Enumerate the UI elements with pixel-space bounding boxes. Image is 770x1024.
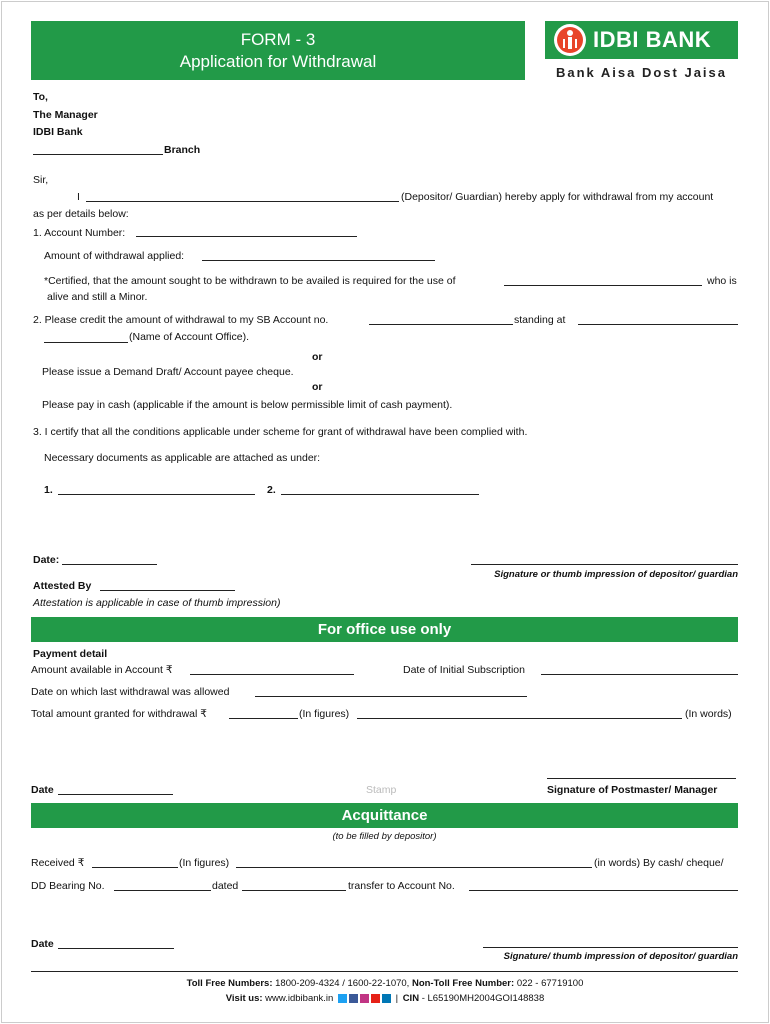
website-link[interactable]: www.idbibank.in <box>265 993 334 1004</box>
form-title-banner <box>31 21 525 80</box>
in-words-label: (In words) <box>685 708 732 720</box>
bank-label: IDBI Bank <box>33 126 83 138</box>
who-is-text: who is <box>707 275 737 287</box>
account-number-field[interactable] <box>136 236 357 237</box>
attested-by-label: Attested By <box>33 580 92 592</box>
amount-applied-field[interactable] <box>202 260 435 261</box>
branch-label: Branch <box>164 144 201 156</box>
cin-label: CIN <box>402 993 420 1004</box>
twitter-icon[interactable] <box>338 994 347 1003</box>
alive-minor-text: alive and still a Minor. <box>47 291 148 303</box>
acquittance-subtitle: (to be filled by depositor) <box>332 831 437 842</box>
depositor-text: (Depositor/ Guardian) hereby apply for withdrawal from my account <box>401 191 714 203</box>
bank-logo <box>545 21 738 59</box>
acquittance-date-field[interactable] <box>58 948 174 949</box>
document-1-field[interactable] <box>58 494 255 495</box>
received-words-field[interactable] <box>236 867 592 868</box>
office-date-label: Date <box>31 784 54 796</box>
account-office-label: (Name of Account Office). <box>129 331 250 343</box>
toll-free-label: Toll Free Numbers: <box>186 978 273 989</box>
certify-conditions-text: 3. I certify that all the conditions applicable under scheme for grant of withdrawal have been complied with. <box>33 426 528 438</box>
brand-name: IDBI BANK <box>593 27 712 52</box>
stamp-label: Stamp <box>366 784 397 796</box>
tagline: Bank Aisa Dost Jaisa <box>555 65 728 80</box>
last-withdrawal-field[interactable] <box>255 696 527 697</box>
received-figures-field[interactable] <box>92 867 178 868</box>
depositor-name-field[interactable] <box>86 201 399 202</box>
idbi-logo-icon <box>553 23 587 57</box>
details-below: as per details below: <box>33 208 129 220</box>
in-figures-label: (In figures) <box>299 708 350 720</box>
attested-by-field[interactable] <box>100 590 235 591</box>
branch-field[interactable] <box>33 154 163 155</box>
depositor-signature-line[interactable] <box>471 564 738 565</box>
date-initial-field[interactable] <box>541 674 738 675</box>
account-office-field[interactable] <box>44 342 128 343</box>
account-number-label: 1. Account Number: <box>33 227 126 239</box>
documents-attached-text: Necessary documents as applicable are attached as under: <box>44 452 321 464</box>
document-2-field[interactable] <box>281 494 479 495</box>
manager-label: The Manager <box>33 109 98 121</box>
demand-draft-text: Please issue a Demand Draft/ Account payee cheque. <box>42 366 294 378</box>
or-separator-1: or <box>312 351 323 363</box>
dated-field[interactable] <box>242 890 346 891</box>
received-label: Received ₹ <box>31 857 85 869</box>
postmaster-signature-line[interactable] <box>547 778 736 779</box>
sb-account-field[interactable] <box>369 324 513 325</box>
office-date-field[interactable] <box>58 794 173 795</box>
cin-number: - L65190MH2004GOI148838 <box>421 993 545 1004</box>
total-granted-figures-field[interactable] <box>229 718 298 719</box>
received-in-figures-label: (In figures) <box>179 857 230 869</box>
non-toll-number: 022 - 67719100 <box>516 978 584 989</box>
i-label: I <box>77 191 80 203</box>
dd-bearing-label: DD Bearing No. <box>31 880 105 892</box>
postmaster-signature-label: Signature of Postmaster/ Manager <box>547 784 718 796</box>
transfer-account-field[interactable] <box>469 890 738 891</box>
amount-available-field[interactable] <box>190 674 354 675</box>
in-words-by-label: (in words) By cash/ cheque/ <box>594 857 724 869</box>
social-icons <box>338 994 391 1003</box>
credit-account-label: 2. Please credit the amount of withdrawal to my SB Account no. <box>33 314 329 326</box>
date-initial-label: Date of Initial Subscription <box>403 664 525 676</box>
dated-label: dated <box>212 880 239 892</box>
to-label: To, <box>33 91 48 103</box>
footer-web: Visit us: www.idbibank.in | CIN - L65190MH2004GOI148838 <box>225 993 545 1004</box>
youtube-icon[interactable] <box>371 994 380 1003</box>
last-withdrawal-label: Date on which last withdrawal was allowed <box>31 686 230 698</box>
standing-at-label: standing at <box>514 314 566 326</box>
transfer-to-label: transfer to Account No. <box>348 880 455 892</box>
form-number: FORM - 3 <box>240 29 316 49</box>
facebook-icon[interactable] <box>349 994 358 1003</box>
or-separator-2: or <box>312 381 323 393</box>
payment-detail-heading: Payment detail <box>33 648 108 660</box>
amount-applied-label: Amount of withdrawal applied: <box>44 250 185 262</box>
visit-label: Visit us: <box>225 993 263 1004</box>
amount-available-label: Amount available in Account ₹ <box>31 664 173 676</box>
non-toll-label: Non-Toll Free Number: <box>411 978 515 989</box>
acquittance-banner: Acquittance <box>31 803 738 828</box>
acquittance-signature-label: Signature/ thumb impression of depositor/ guardian <box>503 951 738 962</box>
standing-at-field[interactable] <box>578 324 738 325</box>
certified-text: *Certified, that the amount sought to be withdrawn to be availed is required for the use of <box>44 275 456 287</box>
footer-divider <box>31 971 738 972</box>
toll-free-numbers: 1800-209-4324 / 1600-22-1070, <box>275 978 410 989</box>
office-use-banner: For office use only <box>31 617 738 642</box>
date-label: Date: <box>33 554 60 566</box>
attestation-note: Attestation is applicable in case of thumb impression) <box>33 597 281 609</box>
document-2-label: 2. <box>267 484 276 496</box>
footer-contact <box>0 978 770 989</box>
linkedin-icon[interactable] <box>382 994 391 1003</box>
minor-name-field[interactable] <box>504 285 702 286</box>
total-granted-words-field[interactable] <box>357 718 682 719</box>
instagram-icon[interactable] <box>360 994 369 1003</box>
depositor-signature-label: Signature or thumb impression of depositor/ guardian <box>494 569 738 580</box>
date-field[interactable] <box>62 564 157 565</box>
form-title: Application for Withdrawal <box>179 51 377 71</box>
pay-cash-text: Please pay in cash (applicable if the amount is below permissible limit of cash payment). <box>42 399 453 411</box>
acquittance-signature-line[interactable] <box>483 947 738 948</box>
acquittance-date-label: Date <box>31 938 54 950</box>
document-1-label: 1. <box>44 484 53 496</box>
dd-bearing-field[interactable] <box>114 890 211 891</box>
total-granted-label: Total amount granted for withdrawal ₹ <box>31 708 207 720</box>
salutation: Sir, <box>33 174 49 186</box>
